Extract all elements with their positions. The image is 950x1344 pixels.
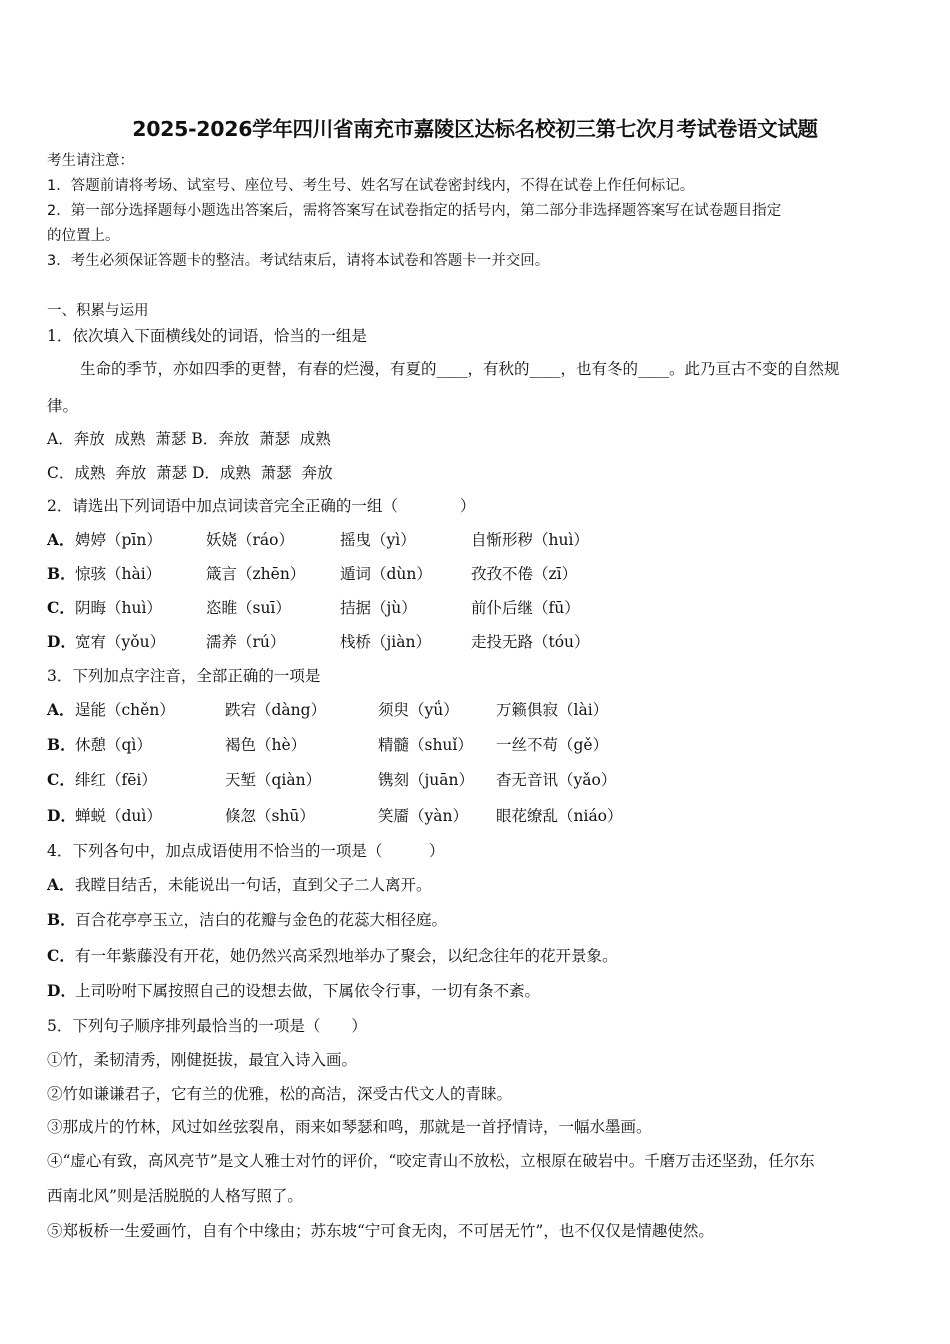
option-item: 前仆后继（fū） bbox=[471, 599, 580, 617]
question-1-options: C．成熟 奔放 萧瑟 D．成熟 萧瑟 奔放 bbox=[47, 464, 333, 482]
option-label: B． bbox=[47, 910, 76, 929]
option-item: 逞能（chěn） bbox=[75, 701, 175, 719]
question-3-stem: 3．下列加点字注音，全部正确的一项是 bbox=[47, 667, 321, 685]
option-item: 摇曳（yì） bbox=[340, 531, 416, 549]
option-text: 百合花亭亭玉立，洁白的花瓣与金色的花蕊大相径庭。 bbox=[75, 911, 448, 929]
option-item: 阴晦（huì） bbox=[75, 599, 162, 617]
notice-item: 3．考生必须保证答题卡的整洁。考试结束后，请将本试卷和答题卡一并交回。 bbox=[47, 253, 550, 269]
notice-item: 1．答题前请将考场、试室号、座位号、考生号、姓名写在试卷密封线内，不得在试卷上作任何标记。 bbox=[47, 178, 695, 194]
question-4-stem: 4．下列各句中，加点成语使用不恰当的一项是（ ） bbox=[47, 842, 445, 860]
option-label: D． bbox=[47, 981, 76, 1000]
option-item: 杳无音讯（yǎo） bbox=[496, 771, 617, 789]
option-item: 精髓（shuǐ） bbox=[378, 736, 473, 754]
option-item: 濡养（rú） bbox=[206, 633, 286, 651]
option-label: B． bbox=[47, 564, 76, 583]
question-5-sentence: ④“虚心有致，高风亮节”是文人雅士对竹的评价，“咬定青山不放松，立根原在破岩中。千磨万击还坚劲，任尔东 bbox=[47, 1152, 815, 1170]
section-heading: 一、积累与运用 bbox=[47, 303, 149, 319]
option-label: A． bbox=[47, 530, 75, 549]
option-item: 镌刻（juān） bbox=[378, 771, 475, 789]
question-1-passage: 生命的季节，亦如四季的更替，有春的烂漫，有夏的____，有秋的____，也有冬的____。此乃亘古不变的自然规 bbox=[80, 360, 840, 378]
option-item: 倏忽（shū） bbox=[225, 807, 315, 825]
option-item: 自惭形秽（huì） bbox=[471, 531, 589, 549]
question-5-sentence: 西南北风”则是活脱脱的人格写照了。 bbox=[47, 1187, 303, 1205]
option-item: 蝉蜕（duì） bbox=[75, 807, 162, 825]
option-item: 惊骇（hài） bbox=[75, 565, 162, 583]
option-item: 箴言（zhēn） bbox=[206, 565, 306, 583]
option-label: B． bbox=[47, 735, 76, 754]
option-item: 须臾（yǘ） bbox=[378, 701, 459, 719]
option-label: C． bbox=[47, 770, 75, 789]
option-item: 拮据（jù） bbox=[340, 599, 417, 617]
option-item: 娉婷（pīn） bbox=[75, 531, 162, 549]
question-5-sentence: ①竹，柔韧清秀，刚健挺拔，最宜入诗入画。 bbox=[47, 1051, 358, 1069]
option-item: 绯红（fēi） bbox=[75, 771, 157, 789]
question-5-sentence: ⑤郑板桥一生爱画竹，自有个中缘由；苏东坡“宁可食无肉，不可居无竹”，也不仅仅是情趣使然。 bbox=[47, 1222, 714, 1240]
option-item: 跌宕（dàng） bbox=[225, 701, 327, 719]
option-label: A． bbox=[47, 700, 75, 719]
option-item: 遁词（dùn） bbox=[340, 565, 432, 583]
option-item: 褐色（hè） bbox=[225, 736, 307, 754]
option-item: 眼花缭乱（niáo） bbox=[496, 807, 623, 825]
option-item: 万籁俱寂（lài） bbox=[496, 701, 609, 719]
question-1-stem: 1．依次填入下面横线处的词语，恰当的一组是 bbox=[47, 327, 367, 345]
question-1-options: A．奔放 成熟 萧瑟 B．奔放 萧瑟 成熟 bbox=[47, 430, 331, 448]
question-5-sentence: ③那成片的竹林，风过如丝弦裂帛，雨来如琴瑟和鸣，那就是一首抒情诗，一幅水墨画。 bbox=[47, 1118, 652, 1136]
question-1-passage-end: 律。 bbox=[47, 397, 79, 415]
option-item: 一丝不苟（gě） bbox=[496, 736, 609, 754]
option-item: 恣睢（suī） bbox=[206, 599, 291, 617]
notice-item: 的位置上。 bbox=[47, 228, 120, 244]
question-5-sentence: ②竹如谦谦君子，它有兰的优雅，松的高洁，深受古代文人的青睐。 bbox=[47, 1085, 513, 1103]
question-2-stem: 2．请选出下列词语中加点词读音完全正确的一组（ ） bbox=[47, 497, 476, 515]
option-label: C． bbox=[47, 946, 75, 965]
option-item: 走投无路（tóu） bbox=[471, 633, 590, 651]
notice-heading: 考生请注意： bbox=[47, 153, 134, 169]
option-label: A． bbox=[47, 875, 75, 894]
question-5-stem: 5．下列句子顺序排列最恰当的一项是（ ） bbox=[47, 1017, 367, 1035]
notice-item: 2．第一部分选择题每小题选出答案后，需将答案写在试卷指定的括号内，第二部分非选择题答案写在试卷题目指定 bbox=[47, 203, 782, 219]
option-label: D． bbox=[47, 806, 76, 825]
option-item: 笑靥（yàn） bbox=[378, 807, 468, 825]
option-text: 有一年紫藤没有开花，她仍然兴高采烈地举办了聚会，以纪念往年的花开景象。 bbox=[75, 947, 618, 965]
option-item: 休憩（qì） bbox=[75, 736, 152, 754]
option-text: 我瞠目结舌，未能说出一句话，直到父子二人离开。 bbox=[75, 876, 432, 894]
option-item: 天堑（qiàn） bbox=[225, 771, 322, 789]
option-item: 孜孜不倦（zī） bbox=[471, 565, 578, 583]
option-label: C． bbox=[47, 598, 75, 617]
option-item: 宽宥（yǒu） bbox=[75, 633, 166, 651]
option-label: D． bbox=[47, 632, 76, 651]
option-item: 栈桥（jiàn） bbox=[340, 633, 431, 651]
option-item: 妖娆（ráo） bbox=[206, 531, 294, 549]
page-title: 2025-2026学年四川省南充市嘉陵区达标名校初三第七次月考试卷语文试题 bbox=[132, 117, 818, 141]
option-text: 上司吩咐下属按照自己的设想去做，下属依令行事，一切有条不紊。 bbox=[75, 982, 541, 1000]
